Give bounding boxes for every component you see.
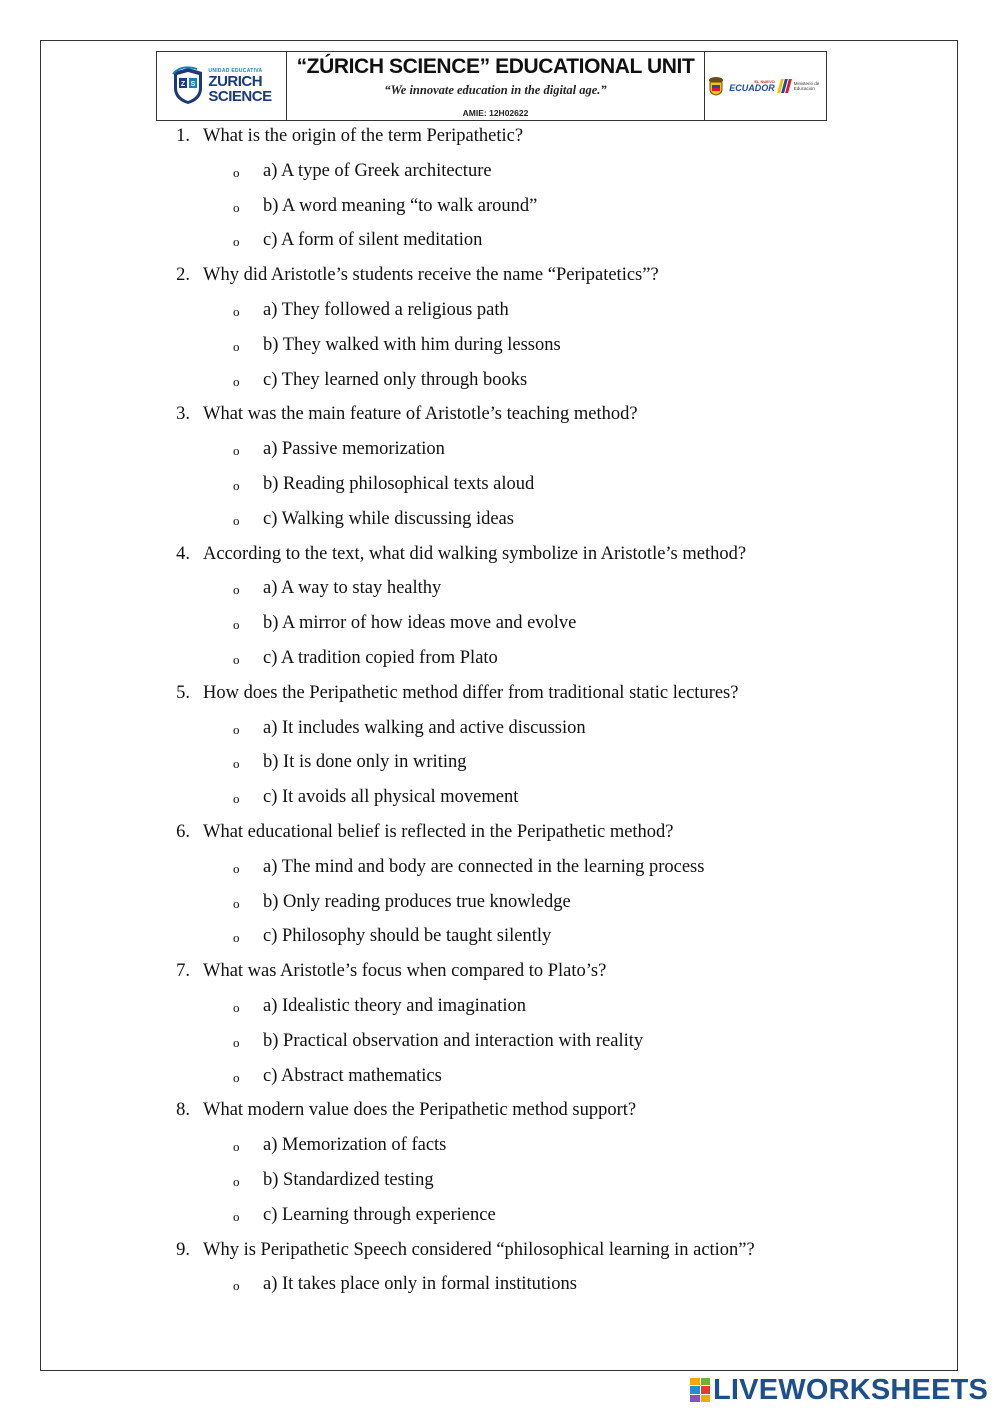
answer-option[interactable]: a) It includes walking and active discussion <box>263 717 586 738</box>
option-bullet-icon: o <box>233 756 240 772</box>
answer-option[interactable]: c) Walking while discussing ideas <box>263 508 514 529</box>
question-number: 9. <box>176 1239 190 1260</box>
option-bullet-icon: o <box>233 164 240 180</box>
option-bullet-icon: o <box>233 617 240 633</box>
answer-option[interactable]: a) They followed a religious path <box>263 300 509 320</box>
school-line-2: SCIENCE <box>208 87 272 105</box>
answer-option[interactable]: b) A word meaning “to walk around” <box>263 195 538 216</box>
answer-option[interactable]: c) A form of silent meditation <box>263 230 483 251</box>
school-sub: UNIDAD EDUCATIVA <box>208 67 263 74</box>
option-bullet-icon: o <box>233 443 240 459</box>
option-bullet-icon: o <box>233 895 240 911</box>
school-logo <box>171 66 271 106</box>
option-bullet-icon: o <box>233 199 240 215</box>
option-bullet-icon: o <box>233 1034 240 1050</box>
answer-option[interactable]: b) Standardized testing <box>263 1170 434 1190</box>
school-logo-cell <box>157 52 287 120</box>
option-bullet-icon: o <box>233 1208 240 1224</box>
question-number: 6. <box>176 822 190 842</box>
liveworksheets-text: LIVEWORKSHEETS <box>713 1373 989 1406</box>
option-bullet-icon: o <box>233 1139 240 1155</box>
answer-option[interactable]: b) It is done only in writing <box>263 752 467 773</box>
option-bullet-icon: o <box>233 791 240 807</box>
option-bullet-icon: o <box>233 478 240 493</box>
option-bullet-icon: o <box>233 338 240 354</box>
option-bullet-icon: o <box>233 234 240 250</box>
answer-option[interactable]: b) Only reading produces true knowledge <box>263 891 571 912</box>
option-bullet-icon: o <box>233 512 240 528</box>
answer-option[interactable]: c) It avoids all physical movement <box>263 787 519 808</box>
question-number: 3. <box>176 404 190 425</box>
school-name <box>208 69 271 104</box>
logo-letter-s: S <box>191 81 196 88</box>
answer-option[interactable]: a) The mind and body are connected in the learning process <box>263 856 705 877</box>
option-bullet-icon: o <box>233 582 240 598</box>
answer-option[interactable]: b) A mirror of how ideas move and evolve <box>263 613 577 634</box>
school-line-1: ZURICH <box>208 72 263 90</box>
option-bullet-icon: o <box>233 373 240 389</box>
amie-code: AMIE: 12H02622 <box>462 108 529 118</box>
coat-of-arms-icon <box>707 76 725 96</box>
question-text: What was the main feature of Aristotle’s teaching method? <box>203 404 638 425</box>
option-bullet-icon: o <box>233 930 240 946</box>
question-text: What modern value does the Peripathetic method support? <box>203 1100 637 1121</box>
gov-small-text: EL NUEVO <box>754 78 775 84</box>
ecuador-word: ECUADOR <box>729 82 775 93</box>
answer-option[interactable]: a) It takes place only in formal institutions <box>263 1274 577 1295</box>
option-bullet-icon: o <box>233 1000 240 1015</box>
question-number: 4. <box>176 543 190 564</box>
answer-option[interactable]: c) Learning through experience <box>263 1204 496 1225</box>
question-text: How does the Peripathetic method differ from traditional static lectures? <box>203 682 739 703</box>
header-table <box>156 51 827 121</box>
unit-title: “ZÚRICH SCIENCE” EDUCATIONAL UNIT <box>296 55 695 78</box>
question-text: According to the text, what did walking symbolize in Aristotle’s method? <box>203 543 747 564</box>
answer-option[interactable]: b) They walked with him during lessons <box>263 334 561 355</box>
answer-option[interactable]: a) Memorization of facts <box>263 1135 447 1156</box>
question-number: 5. <box>176 682 190 703</box>
question-text: What educational belief is reflected in the Peripathetic method? <box>203 822 674 842</box>
answer-option[interactable]: c) Abstract mathematics <box>263 1065 442 1086</box>
answer-option[interactable]: a) A way to stay healthy <box>263 578 442 599</box>
question-text: What was Aristotle’s focus when compared to Plato’s? <box>203 961 607 982</box>
answer-option[interactable]: a) A type of Greek architecture <box>263 160 492 181</box>
option-bullet-icon: o <box>233 652 240 667</box>
option-bullet-icon: o <box>233 1069 240 1085</box>
ecuador-brand <box>729 80 775 93</box>
question-number: 7. <box>176 961 190 982</box>
shield-icon <box>171 66 205 106</box>
answer-option[interactable]: c) A tradition copied from Plato <box>263 648 498 668</box>
flag-stripes-icon <box>779 79 790 93</box>
logo-letter-z: Z <box>181 81 186 88</box>
answer-option[interactable]: a) Idealistic theory and imagination <box>263 996 527 1016</box>
option-bullet-icon: o <box>233 1174 240 1189</box>
question-number: 2. <box>176 265 190 286</box>
answer-option[interactable]: a) Passive memorization <box>263 439 445 460</box>
page-border <box>40 40 958 1371</box>
question-text: Why is Peripathetic Speech considered “philosophical learning in action”? <box>203 1239 755 1260</box>
title-cell <box>287 52 705 120</box>
option-bullet-icon: o <box>233 721 240 737</box>
question-text: Why did Aristotle’s students receive the name “Peripatetics”? <box>203 265 659 286</box>
option-bullet-icon: o <box>233 304 240 319</box>
answer-option[interactable]: b) Practical observation and interaction with reality <box>263 1030 644 1051</box>
option-bullet-icon: o <box>233 860 240 876</box>
question-text: What is the origin of the term Peripathetic? <box>203 126 524 146</box>
liveworksheets-grid-icon <box>690 1378 710 1402</box>
question-number: 1. <box>176 126 190 146</box>
motto: “We innovate education in the digital age.” <box>384 83 607 97</box>
question-number: 8. <box>176 1100 190 1121</box>
answer-option[interactable]: c) Philosophy should be taught silently <box>263 926 552 947</box>
liveworksheets-logo <box>690 1373 988 1407</box>
answer-option[interactable]: b) Reading philosophical texts aloud <box>263 474 535 494</box>
government-logo-cell <box>705 52 826 120</box>
option-bullet-icon: o <box>233 1278 240 1294</box>
ministry-label: Ministerio de Educación <box>793 80 820 91</box>
answer-option[interactable]: c) They learned only through books <box>263 369 528 390</box>
